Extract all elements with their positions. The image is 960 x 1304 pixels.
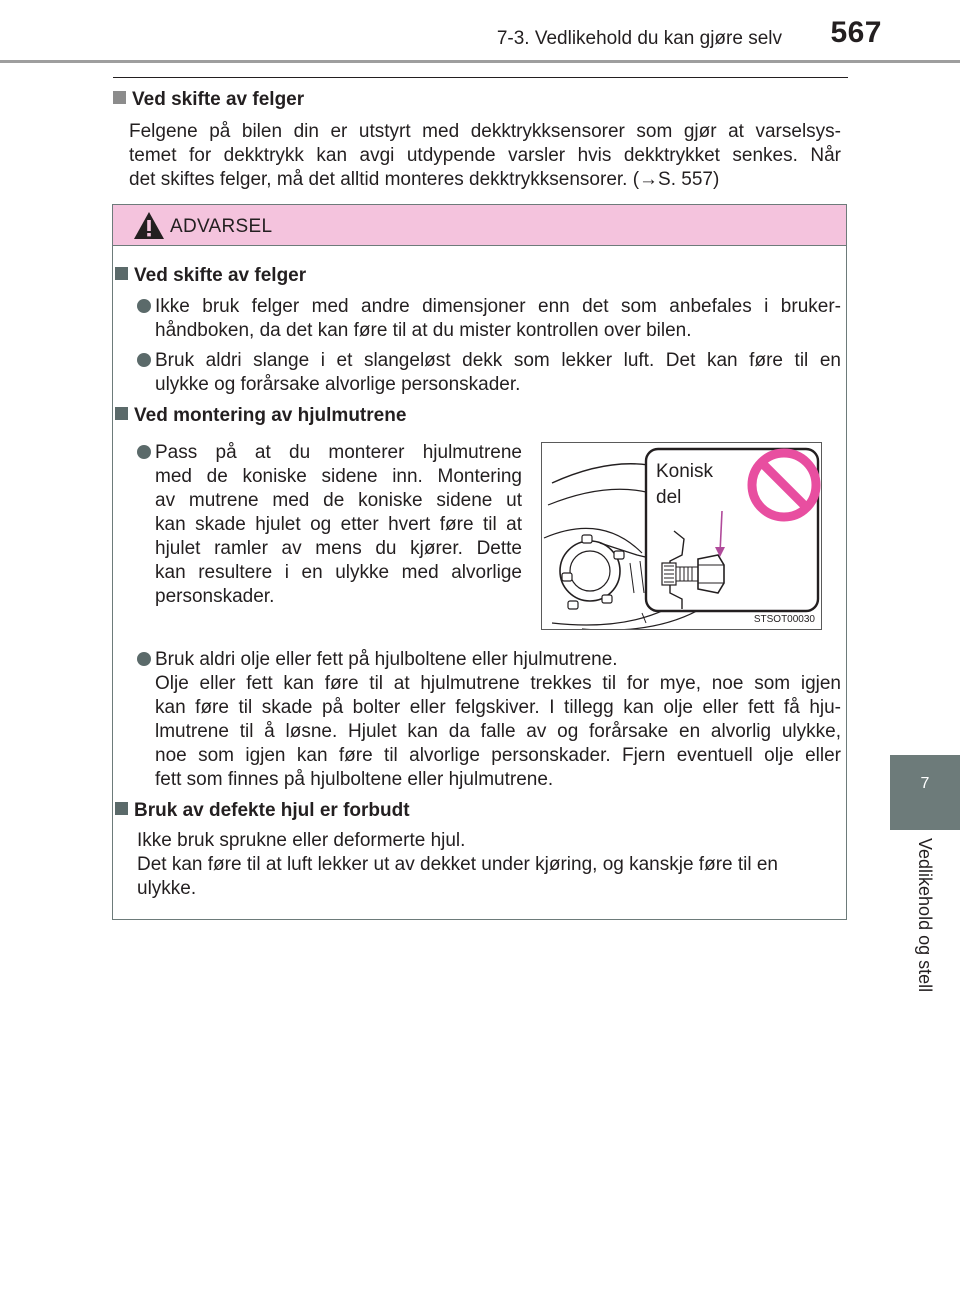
section-heading [113, 89, 304, 111]
bullet-line: personskader. [155, 586, 275, 607]
wheel-nut-figure [541, 442, 822, 630]
bullet-line: hjulet ramler av mens du kjører. Dette [155, 538, 522, 559]
header-divider [0, 60, 960, 63]
intro-line: temet for dekktrykk kan avgi utdypende varsler hvis dekktrykket senkes. Når [129, 145, 841, 166]
warning-subheading-text: Ved skifte av felger [134, 265, 307, 286]
warning-triangle-icon [133, 211, 165, 240]
bullet-item [137, 441, 522, 609]
bullet-line: Ikke bruk felger med andre dimensjoner enn det som anbefales i bruker- [155, 296, 841, 317]
warning-subheading-text: Bruk av defekte hjul er forbudt [134, 800, 410, 821]
bullet-line: Pass på at du monterer hjulmutrene [155, 442, 522, 463]
bullet-line: kan føre til skade på bolter eller felgskiver. I tillegg kan olje eller fett få hju- [155, 697, 841, 718]
warning-paragraph [137, 829, 841, 901]
bullet-line: fett som finnes på hjulboltene eller hjulmutrene. [155, 769, 554, 790]
bullet-line: av mutrene med de koniske sidene ut [155, 490, 522, 511]
paragraph-line: ulykke. [137, 878, 197, 899]
bullet-line: Olje eller fett kan føre til at hjulmutrene trekkes til for mye, noe som igjen [155, 673, 841, 694]
chapter-tab-number[interactable]: 7 [890, 755, 960, 830]
figure-label [656, 459, 713, 511]
bullet-line: kan resultere i en ulykke med alvorlige [155, 562, 522, 583]
warning-subheading [115, 405, 406, 427]
figure-label-line: Konisk [656, 461, 714, 482]
section-heading-text: Ved skifte av felger [132, 89, 305, 110]
warning-title: ADVARSEL [170, 216, 273, 237]
warning-subheading-text: Ved montering av hjulmutrene [134, 405, 407, 426]
bullet-line: ulykke og forårsake alvorlige personskader. [155, 374, 521, 395]
bullet-item [137, 648, 841, 792]
warning-subheading [115, 800, 410, 822]
heading-square-icon [115, 407, 128, 420]
bullet-dot-icon [137, 353, 151, 367]
figure-code: STSOT00030 [753, 614, 815, 625]
page-header [0, 0, 960, 62]
bullet-dot-icon [137, 652, 151, 666]
chapter-title: 7-3. Vedlikehold du kan gjøre selv [496, 28, 782, 49]
bullet-item [137, 349, 841, 397]
bullet-line: håndboken, da det kan føre til at du mister kontrollen over bilen. [155, 320, 692, 341]
intro-line: det skiftes felger, må det alltid monteres dekktrykksensorer. (→S. 557) [129, 169, 720, 190]
bullet-item [137, 295, 841, 343]
intro-line: Felgene på bilen din er utstyrt med dekktrykksensorer som gjør at varselsys- [129, 121, 841, 142]
warning-subheading [115, 265, 306, 287]
bullet-line: noe som igjen kan føre til alvorlige personskader. Fjern eventuell olje eller [155, 745, 841, 766]
bullet-dot-icon [137, 299, 151, 313]
bullet-line: med de koniske sidene inn. Montering [155, 466, 522, 487]
bullet-line: lmutrene til å løsne. Hjulet kan da falle av og forårsake en alvorlig ulykke, [155, 721, 841, 742]
chapter-tab-label-text: Vedlikehold og stell [915, 838, 935, 993]
page-number: 567 [830, 16, 882, 49]
bullet-dot-icon [137, 445, 151, 459]
heading-square-icon [113, 91, 126, 104]
chapter-tab-label [890, 830, 960, 1060]
bullet-line: Bruk aldri slange i et slangeløst dekk som lekker luft. Det kan føre til en [155, 350, 841, 371]
paragraph-line: Det kan føre til at luft lekker ut av dekket under kjøring, og kanskje føre til en [137, 854, 778, 875]
warning-header [113, 205, 846, 246]
heading-square-icon [115, 267, 128, 280]
intro-paragraph [129, 120, 841, 192]
bullet-line: Bruk aldri olje eller fett på hjulboltene eller hjulmutrene. [155, 649, 618, 670]
content-top-rule [113, 77, 848, 78]
figure-label-line: del [656, 487, 682, 508]
heading-square-icon [115, 802, 128, 815]
paragraph-line: Ikke bruk sprukne eller deformerte hjul. [137, 830, 466, 851]
bullet-line: kan skade hjulet og etter hvert føre til at [155, 514, 522, 535]
